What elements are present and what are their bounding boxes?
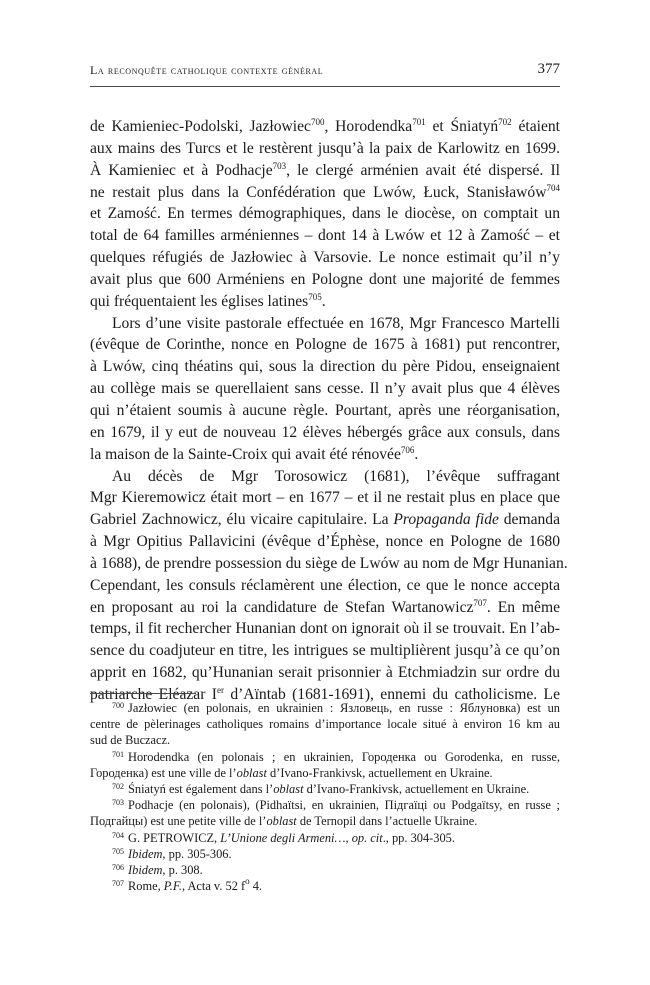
footnote-705: $^{705}$ Ibidem, pp. 305-306. <box>112 846 232 861</box>
body-line: la maison de la Sainte-Croix qui avait été rénovée$^{706}$. <box>90 444 419 463</box>
footnote-ref: 706 <box>400 444 415 455</box>
body-line: à 1688), de prendre possession du siège de Lwów au nom de Mgr Hunanian. <box>90 554 568 572</box>
running-head <box>90 61 560 81</box>
body-line: qui fréquentaient les églises latines$^{705}$. <box>90 291 326 310</box>
footnotes <box>90 700 560 894</box>
body-line: Lors d’une visite pastorale effectuée en 1678, Mgr Francesco Martelli <box>112 314 560 332</box>
footnote-ref: 700 <box>310 117 325 127</box>
body-line: patriarche Eléazar Ier d’Aïntab (1681-1691), ennemi du catholicisme. Le <box>90 684 560 703</box>
body-line: en 1679, il y eut de nouveau 12 élèves hébergés grâce aux consuls, dans <box>90 423 560 441</box>
footnote-line: sud de Buczacz. <box>90 733 171 748</box>
body-line: (évêque de Corinthe, nonce en Pologne de 1675 à 1681) put rencontrer, <box>90 336 560 354</box>
footnote-ref: 705 <box>308 291 322 302</box>
body-line: Gabriel Zachnowicz, élu vicaire capitulaire. La Propaganda fide demanda <box>90 511 561 529</box>
footnote-line: centre de pèlerinages catholiques romains d’importance locale situé à environ 16 km au <box>90 717 560 732</box>
page-number: 377 <box>537 61 560 77</box>
body-line: Cependant, les consuls réclamèrent une élection, ce que le nonce accepta <box>90 576 560 594</box>
body-line: avait plus que 600 Arméniens en Pologne dont une majorité de femmes <box>90 270 560 288</box>
body-line: temps, il fit rechercher Hunanian dont on ignorait où il se trouvait. En l’ab- <box>90 620 560 638</box>
header-rule <box>90 86 560 87</box>
footnote-line: Городенка) est une ville de l’oblast d’Ivano-Frankivsk, actuellement en Ukraine. <box>90 765 493 780</box>
body-line: au collège mais se querellaient sans cesse. Il n’y avait plus que 4 élèves <box>90 380 560 398</box>
footnote-707: $^{707}$ Rome, P.F., Acta v. 52 $f^o$ 4. <box>112 876 263 894</box>
body-line: apprit en 1682, qu’Hunanian serait prisonnier à Etchmiadzin sur ordre du <box>90 664 560 682</box>
body-line: qui n’étaient soumis à aucune règle. Pourtant, après une réorganisation, <box>90 401 560 419</box>
footnote-700: $^{700}$ Jazłowiec (en polonais, en ukrainien : Язловець, en russe : Яблуновка) est un <box>112 701 560 715</box>
footnote-ref: 701 <box>412 117 426 127</box>
footnote-ref: 703 <box>272 160 287 171</box>
body-line: ne restait plus dans la Confédération que Lwów, Łuck, Stanisławów$^{704}$ <box>90 182 560 201</box>
body-line: sence du coadjuteur en titre, les intrigues se multiplièrent jusqu’à ce qu’on <box>90 642 560 660</box>
body-line: aux mains des Turcs et le restèrent jusqu’à la paix de Karlowitz en 1699. <box>90 139 560 157</box>
footnote-704: $^{704}$ G. PETROWICZ, L’Unione degli Armeni…, op. cit., pp. 304-305. <box>112 830 455 845</box>
body-line: à Lwów, cinq théatins qui, sous la direction du père Pidou, enseignaient <box>90 358 560 376</box>
footnote-line: Подгайцы) est une petite ville de l’oblast de Ternopil dans l’actuelle Ukraine. <box>90 814 478 829</box>
body-line: total de 64 familles arméniennes – dont 14 à Lwów et 12 à Zamość – et <box>90 227 560 245</box>
body-line: en proposant au roi la candidature de Stefan Wartanowicz$^{707}$. En même <box>90 597 560 616</box>
body-line: Mgr Kieremowicz était mort – en 1677 – et il ne restait plus en place que <box>90 489 560 507</box>
footnote-702: $^{702}$ Śniatyń est également dans l’oblast d’Ivano-Frankivsk, actuellement en Ukraine. <box>112 781 530 796</box>
body-line: à Mgr Opitius Pallavicini (évêque d’Éphèse, nonce en Pologne de 1680 <box>90 533 560 551</box>
running-title: La reconquête catholique contexte général <box>90 63 324 77</box>
footnote-ref: 707 <box>473 597 487 608</box>
body-line: Au décès de Mgr Torosowicz (1681), l’évêque suffragant <box>112 467 560 485</box>
footnote-701: $^{701}$ Horodendka (en polonais ; en ukrainien, Городенка ou Gorodenka, en russe, <box>112 749 560 764</box>
body-line: et Zamość. En termes démographiques, dans le diocèse, on comptait un <box>90 205 560 223</box>
body-line: À Kamieniec et à Podhacje$^{703}$, le clergé arménien avait été dispersé. Il <box>90 160 560 179</box>
body-text <box>90 116 568 706</box>
footnote-ref: 704 <box>546 182 560 193</box>
footnote-ref: 702 <box>498 117 512 127</box>
footnote-rule <box>90 693 196 694</box>
footnote-703: $^{703}$ Podhacje (en polonais), (Pidhaïtsi, en ukrainien, Підгаїці ou Podgaïtsy, en russe ; <box>112 798 560 813</box>
body-line: de Kamieniec-Podolski, Jazłowiec$^{700}$, Horodendka$^{701}$ et Śniatyń$^{702}$ étaient <box>90 117 561 135</box>
footnote-706: $^{706}$ Ibidem, p. 308. <box>112 862 203 877</box>
body-line: quelques réfugiés de Jazłowiec à Varsovie. Le nonce estimait qu’il n’y <box>90 249 560 267</box>
